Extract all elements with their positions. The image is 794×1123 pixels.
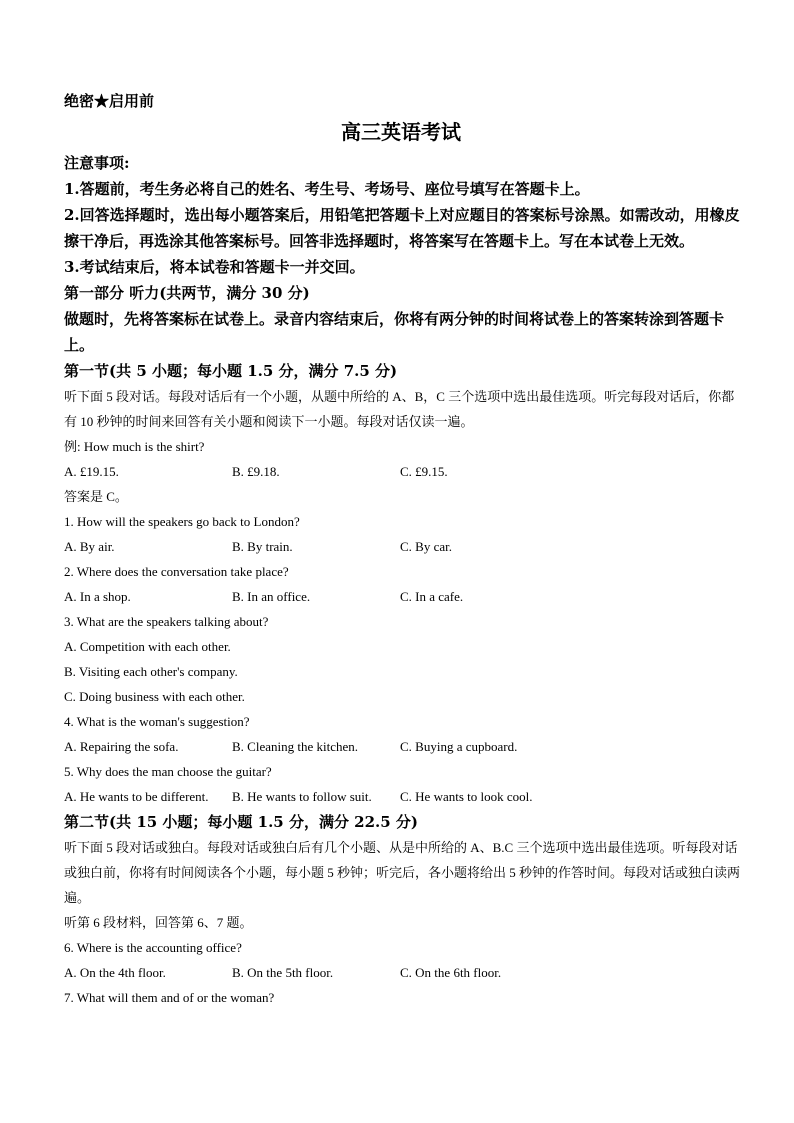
option-b: B. Visiting each other's company. — [64, 664, 238, 679]
option-a: A. Competition with each other. — [64, 639, 231, 654]
question-5: 5. Why does the man choose the guitar? — [64, 764, 272, 779]
section2-title: 第二节(共 15 小题；每小题 1.5 分，满分 22.5 分) — [64, 813, 419, 831]
option-b: B. £9.18. — [232, 464, 280, 479]
question-6: 6. Where is the accounting office? — [64, 940, 242, 955]
note-item: 2.回答选择题时，选出每小题答案后，用铅笔把答题卡上对应题目的答案标号涂黑。如需改动，用橡皮擦干净后，再选涂其他答案标号。回答非选择题时，将答案写在答题卡上。写在本试卷上无效。 — [64, 206, 740, 250]
option-a: A. In a shop. — [64, 589, 131, 604]
option-c: C. Buying a cupboard. — [400, 739, 518, 754]
section1-title: 第一节(共 5 小题；每小题 1.5 分，满分 7.5 分) — [64, 362, 398, 380]
option-a: A. Repairing the sofa. — [64, 739, 179, 754]
page-title: 高三英语考试 — [341, 120, 461, 144]
notes-heading: 注意事项: — [64, 154, 130, 172]
option-a: A. £19.15. — [64, 464, 119, 479]
example-answer: 答案是 C。 — [64, 489, 128, 504]
option-b: B. On the 5th floor. — [232, 965, 334, 980]
question-4: 4. What is the woman's suggestion? — [64, 714, 250, 729]
question-6-options — [64, 960, 744, 985]
option-a: A. He wants to be different. — [64, 789, 209, 804]
option-c: C. By car. — [400, 539, 452, 554]
section2-instruction: 听下面 5 段对话或独白。每段对话或独白后有几个小题、从是中所给的 A、B.C 三个选项中选出最佳选项。听每段对话或独白前，你将有时间阅读各个小题，每小题 5 秒钟；听完后，各小题将给出 5 秒钟的作答时间。每段对话或独白读两遍。 — [64, 840, 741, 905]
question-3: 3. What are the speakers talking about? — [64, 614, 269, 629]
option-a: A. On the 4th floor. — [64, 965, 166, 980]
question-4-options — [64, 734, 744, 759]
question-1: 1. How will the speakers go back to London? — [64, 514, 300, 529]
exam-page — [64, 90, 744, 1010]
example-question: 例: How much is the shirt? — [64, 439, 205, 454]
notes-list — [64, 176, 744, 280]
option-a: A. By air. — [64, 539, 115, 554]
option-b: B. Cleaning the kitchen. — [232, 739, 359, 754]
question-7: 7. What will them and of or the woman? — [64, 990, 275, 1005]
section1-instruction: 听下面 5 段对话。每段对话后有一个小题，从题中所给的 A、B，C 三个选项中选出最佳选项。听完每段对话后，你都有 10 秒钟的时间来回答有关小题和阅读下一小题。每段对话仅读一遍。 — [64, 389, 735, 429]
note-item: 3.考试结束后，将本试卷和答题卡一并交回。 — [64, 258, 365, 276]
part1-title: 第一部分 听力(共两节，满分 30 分) — [64, 284, 310, 302]
part1-instruction: 做题时，先将答案标在试卷上。录音内容结束后，你将有两分钟的时间将试卷上的答案转涂到答题卡上。 — [64, 310, 725, 354]
material-6-label: 听第 6 段材料，回答第 6、7 题。 — [64, 915, 253, 930]
option-c: C. £9.15. — [400, 464, 448, 479]
option-c: C. On the 6th floor. — [400, 965, 502, 980]
note-item: 1.答题前，考生务必将自己的姓名、考生号、考场号、座位号填写在答题卡上。 — [64, 180, 590, 198]
option-b: B. He wants to follow suit. — [232, 789, 372, 804]
option-c: C. He wants to look cool. — [400, 789, 533, 804]
question-2-options — [64, 584, 744, 609]
question-1-options — [64, 534, 744, 559]
confidential-label: 绝密★启用前 — [64, 92, 155, 110]
example-options — [64, 459, 744, 484]
question-5-options — [64, 784, 744, 809]
option-b: B. By train. — [232, 539, 293, 554]
option-b: B. In an office. — [232, 589, 311, 604]
option-c: C. In a cafe. — [400, 589, 464, 604]
option-c: C. Doing business with each other. — [64, 689, 245, 704]
question-2: 2. Where does the conversation take place? — [64, 564, 289, 579]
